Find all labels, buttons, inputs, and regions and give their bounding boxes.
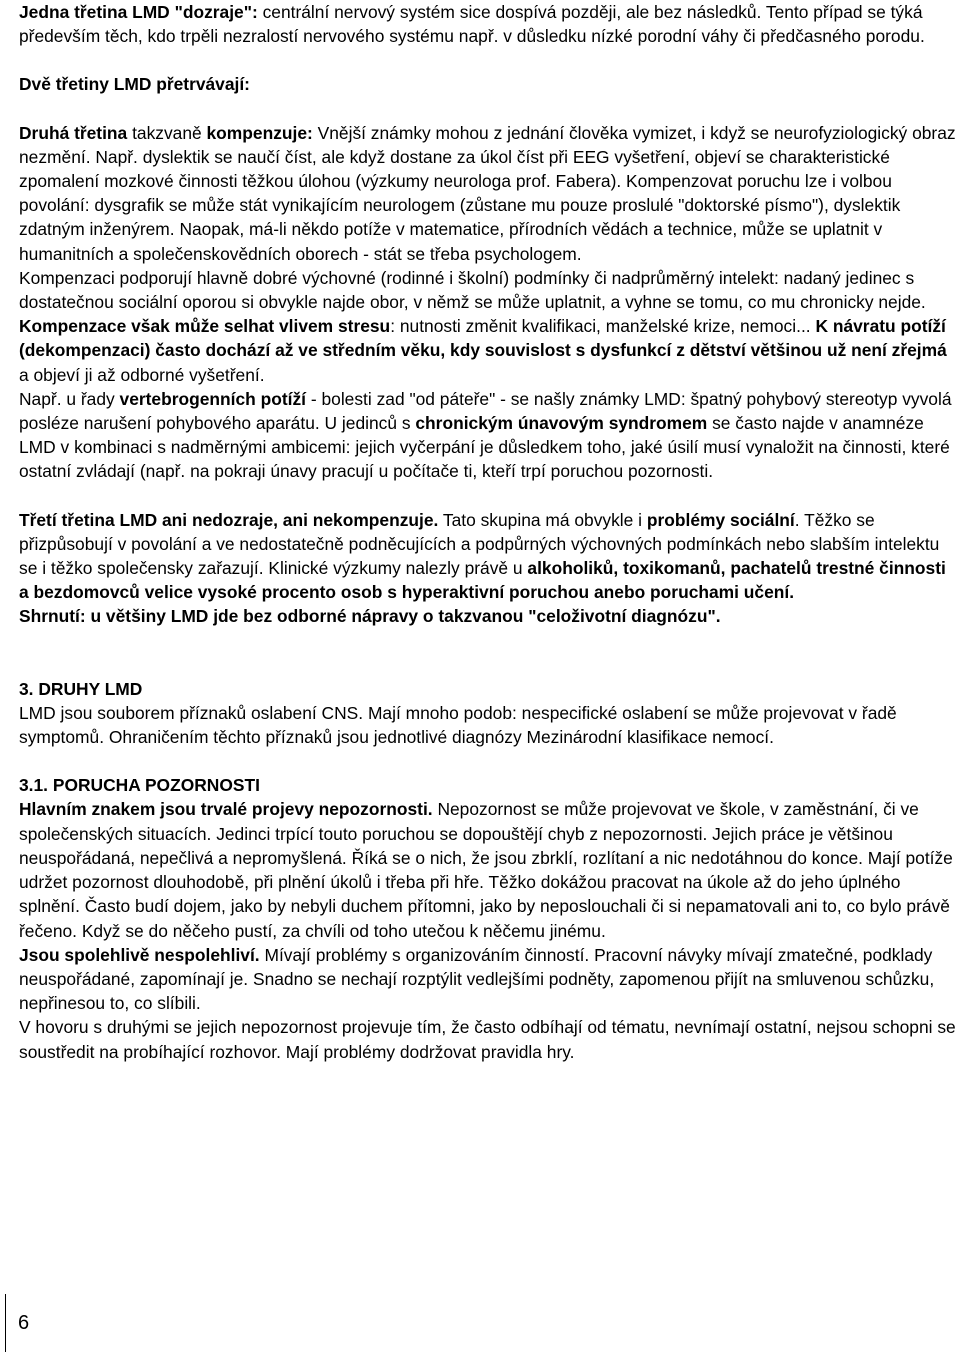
text: se často najde v anamnéze LMD v kombinaci s nadměrnými ambicemi: jejich vyčerpání je důsledkem toho, jaké úsilí musí vynaložit na činnosti, které ostatní zvládají (např. na pokraji únavy pracují u počítače ti, kteří trpí poruchou pozornosti. bbox=[19, 413, 950, 482]
paragraph-two-thirds bbox=[19, 72, 957, 96]
heading-attention-disorder bbox=[19, 773, 957, 797]
text: Např. u řady bbox=[19, 388, 120, 409]
bold-text: vertebrogenních potíží bbox=[119, 388, 307, 409]
paragraph-second-third bbox=[19, 121, 957, 266]
paragraph-conversation bbox=[19, 1015, 957, 1063]
page-number-rule bbox=[5, 1294, 6, 1352]
document-page bbox=[19, 0, 957, 1064]
bold-text: kompenzuje: bbox=[206, 122, 313, 143]
bold-text: Hlavním znakem jsou trvalé projevy nepozornosti. bbox=[19, 799, 433, 820]
text: Kompenzaci podporují hlavně dobré výchovné (rodinné i školní) podmínky či nadprůměrný intelekt: nadaný jedinec s dostatečnou sociální oporou si obvykle najde obor, v němž se může uplatnit, a vyhne se tomu, co mu chronicky nejde. bbox=[19, 267, 926, 313]
text: Nepozornost se může projevovat ve škole, v zaměstnání, či ve společenských situacích. Jedinci trpící touto poruchou se dopouštějí chyb z nepozornosti. Jejich práce je většinou neuspořádaná, nepečlivá a nepromyšlená. Říká se o nich, že jsou zbrklí, rozlítaní a nic nedotáhnou do konce. Mají potíže udržet pozornost dlouhodobě, při plnění úkolů i třeba při hře. Těžko dokážou pracovat na úkole až do jeho úplného splnění. Často budí dojem, jako by nebyli duchem přítomni, jako by neposlouchali či si nepamatovali ani to, co bylo právě řečeno. Když se do něčeho pustí, za chvíli od toho utečou k něčemu jinému. bbox=[19, 799, 953, 941]
text: Mívají problémy s organizováním činností. Pracovní návyky mívají zmatečné, podklady neuspořádané, zapomínají je. Snadno se nechají rozptýlit vedlejšími podněty, zapomenou přijít na smluvenou schůzku, nepřinesou to, co slíbili. bbox=[19, 944, 935, 1014]
paragraph-stress bbox=[19, 314, 957, 387]
page-number: 6 bbox=[18, 1312, 30, 1334]
text: LMD jsou souborem příznaků oslabení CNS. Mají mnoho podob: nespecifické oslabení se může projevovat v řadě symptomů. Ohraničením těchto příznaků jsou jednotlivé diagnózy Mezinárodní klasifikace nemocí. bbox=[19, 702, 897, 748]
paragraph-vertebrogenic bbox=[19, 387, 957, 484]
paragraph-unreliable bbox=[19, 943, 957, 1016]
text: - bolesti zad "od páteře" - se našly známky LMD: špatný pohybový stereotyp vyvolá posléze narušení pohybového aparátu. U jedinců s bbox=[19, 388, 952, 434]
text: Tato skupina má obvykle i bbox=[438, 509, 647, 530]
paragraph-first-third bbox=[19, 0, 957, 48]
bold-text: Jedna třetina LMD "dozraje": bbox=[19, 2, 258, 22]
bold-text: alkoholiků, toxikomanů, pachatelů trestné činnosti a bezdomovců velice vysoké procento osob s hyperaktivní poruchou anebo poruchami učení. bbox=[19, 558, 946, 603]
bold-text: Třetí třetina LMD ani nedozraje, ani nekompenzuje. bbox=[19, 509, 439, 530]
heading-types-lmd bbox=[19, 677, 957, 701]
paragraph-compensation bbox=[19, 266, 957, 314]
paragraph-inattention bbox=[19, 797, 957, 942]
bold-text: problémy sociální bbox=[646, 509, 795, 530]
bold-text: Dvě třetiny LMD přetrvávají: bbox=[19, 74, 250, 95]
bold-text: Jsou spolehlivě nespolehliví. bbox=[19, 944, 260, 965]
paragraph-types-lmd bbox=[19, 701, 957, 749]
paragraph-third-third bbox=[19, 508, 957, 605]
bold-text: K návratu potíží (dekompenzaci) často dochází až ve středním věku, kdy souvislost s dysfunkcí z dětství většinou už není zřejmá bbox=[19, 316, 947, 361]
bold-text: Kompenzace však může selhat vlivem stresu bbox=[19, 316, 391, 337]
text: : nutnosti změnit kvalifikaci, manželské krize, nemoci... bbox=[390, 316, 816, 337]
heading-text: 3.1. PORUCHA POZORNOSTI bbox=[19, 775, 260, 796]
bold-text: chronickým únavovým syndromem bbox=[415, 413, 708, 434]
text: Vnější známky mohou z jednání člověka vymizet, i když se neurofyziologický obraz nezmění. Např. dyslektik se naučí číst, ale když dostane za úkol číst při EEG vyšetření, objeví se charakteristické zpomalení mozkové činnosti těžkou úlohou (výzkumy neurologa prof. Fabera). Kompenzovat poruchu lze i volbou povolání: dysgrafik se může stát vynikajícím neurologem (zůstane mu pouze proslulé "doktorské písmo"), dyslektik zdatným inženýrem. Naopak, má-li někdo potíže v matematice, přírodních vědách a technice, může se uplatnit v humanitních a společenskovědních oborech - stát se třeba psychologem. bbox=[19, 122, 956, 264]
bold-text: Druhá třetina bbox=[19, 122, 128, 143]
text: V hovoru s druhými se jejich nepozornost projevuje tím, že často odbíhají od tématu, nevnímají ostatní, nejsou schopni se soustředit na probíhající rozhovor. Mají problémy dodržovat pravidla hry. bbox=[19, 1017, 956, 1062]
text: a objeví ji až odborné vyšetření. bbox=[19, 364, 265, 385]
heading-text: 3. DRUHY LMD bbox=[19, 678, 143, 699]
text: takzvaně bbox=[127, 122, 207, 143]
text: centrální nervový systém sice dospívá později, ale bez následků. Tento případ se týká především těch, kdo trpěli nezralostí nervového systému např. v důsledku nízké porodní váhy či předčasného porodu. bbox=[19, 2, 925, 47]
paragraph-summary bbox=[19, 604, 957, 628]
bold-text: Shrnutí: u většiny LMD jde bez odborné nápravy o takzvanou "celoživotní diagnózu". bbox=[19, 606, 721, 627]
text: . Těžko se přizpůsobují v povolání a ve nedostatečně podněcujících a podpůrných výchovných podmínkách nebo slabším intelektu se i těžko společensky zařazují. Klinické výzkumy nalezly právě u bbox=[19, 509, 940, 579]
